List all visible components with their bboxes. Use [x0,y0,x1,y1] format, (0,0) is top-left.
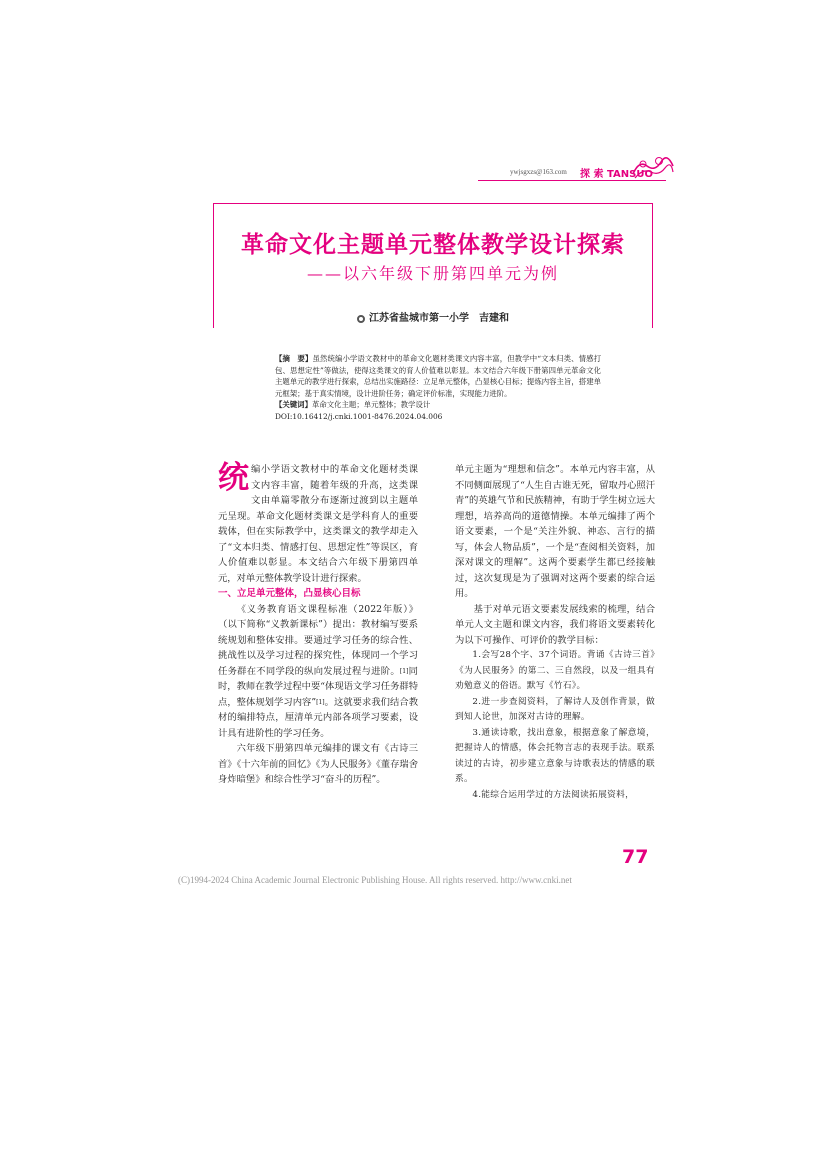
body-text: 同时，教师在教学过程中要“体现语文学习任务群特点，整体规划学习内容” [218,665,418,708]
header-section-label: 探 索 TANSUO [580,169,653,180]
drop-cap: 统 [218,460,249,496]
bullet-circle-icon [357,315,365,323]
body-paragraph [218,602,418,742]
body-text: 《义务教育语文课程标准（2022年版）》（以下简称“义教新课标”）提出：教材编写要系统规划和整体安排。要通过学习任务的综合性、挑战性以及学习过程的探究性，体现同一个学习任务群在不同学段的纵向发展过程与进阶。 [218,603,418,677]
abstract-paragraph [275,353,601,399]
doi: DOI:10.16412/j.cnki.1001-8476.2024.04.006 [275,411,443,421]
header-email: ywjsgxzs@163.com [510,168,567,176]
goal-item: 1.会写28个字、37个词语。背诵《古诗三首》《为人民服务》的第二、三自然段，以及一组具有劝勉意义的俗语。默写《竹石》。 [455,650,655,691]
page-number: 77 [622,846,649,868]
citation: [1] [316,698,325,706]
copyright-line: (C)1994-2024 China Academic Journal Electronic Publishing House. All rights reserved. http://www.cnki.net [178,875,572,885]
section-heading-1: 一、立足单元整体，凸显核心目标 [218,588,361,599]
author-name: 江苏省盐城市第一小学 吉建和 [369,313,509,324]
goal-item: 4.能综合运用学过的方法阅读拓展资料， [472,789,635,800]
article-subtitle: ——以六年级下册第四单元为例 [306,264,559,283]
intro-text: 编小学语文教材中的革命文化题材类课文内容丰富，随着年级的升高，这类课文由单篇零散分布逐渐过渡到以主题单元呈现。革命文化题材类课文是学科育人的重要载体，但在实际教学中，这类课文的教学却走入了“文本归类、情感打包、思想定性”等误区，育人价值难以彰显。本文结合六年级下册第四单元，对单元整体教学设计进行探索。 [218,464,418,584]
body-paragraph: 六年级下册第四单元编排的课文有《古诗三首》《十六年前的回忆》《为人民服务》《董存瑞舍身炸暗堡》和综合性学习“奋斗的历程”。 [218,743,418,785]
citation: [1] [399,667,409,675]
keywords-label: 【关键词】 [275,400,312,410]
keywords-text: 革命文化主题；单元整体；教学设计 [311,400,431,410]
goal-item: 2.进一步查阅资料，了解诗人及创作背景，做到知人论世，加深对古诗的理解。 [455,696,655,722]
abstract-block [275,353,601,423]
abstract-text: 虽然统编小学语文教材中的革命文化题材类课文内容丰富，但教学中“文本归类、情感打包、思想定性”等做法，使得这类课文的育人价值难以彰显。本文结合六年级下册第四单元革命文化主题单元的教学进行探索，总结出实施路径：立足单元整体，凸显核心目标；提炼内容主旨，搭建单元框架；基于真实情境，设计进阶任务；确定评价标准，实现能力进阶。 [275,354,601,398]
article-title: 革命文化主题单元整体教学设计探索 [241,231,625,258]
title-frame [213,203,653,328]
body-paragraph: 基于对单元语文要素发展线索的梳理，结合单元人文主题和课文内容，我们将语文要素转化为以下可操作、可评价的教学目标： [455,603,655,646]
wave-logo-icon [631,152,675,182]
body-text: 。这就要求我们结合教材的编排特点，厘清单元内部各项学习要素，设计具有进阶性的学习任务。 [218,696,418,739]
goal-item: 3.通读诗歌，找出意象，根据意象了解意境，把握诗人的情感，体会托物言志的表现手法。联系读过的古诗，初步建立意象与诗歌表达的情感的联系。 [455,727,655,784]
intro-paragraph [218,462,418,586]
keywords-paragraph [275,399,601,411]
header-rule [478,180,666,181]
author-line [214,309,652,324]
abstract-label: 【摘 要】 [275,354,313,363]
body-paragraph: 单元主题为“理想和信念”。本单元内容丰富，从不同侧面展现了“人生自古谁无死，留取丹心照汗青”的英雄气节和民族精神，有助于学生树立远大理想，培养高尚的道德情操。本单元编排了两个语文要素，一个是“关注外貌、神态、言行的描写，体会人物品质”，一个是“查阅相关资料，加深对课文的理解”。这两个要素学生都已经接触过，这次复现是为了强调对这两个要素的综合运用。 [455,464,655,599]
left-column [218,462,418,788]
right-column [455,462,655,803]
